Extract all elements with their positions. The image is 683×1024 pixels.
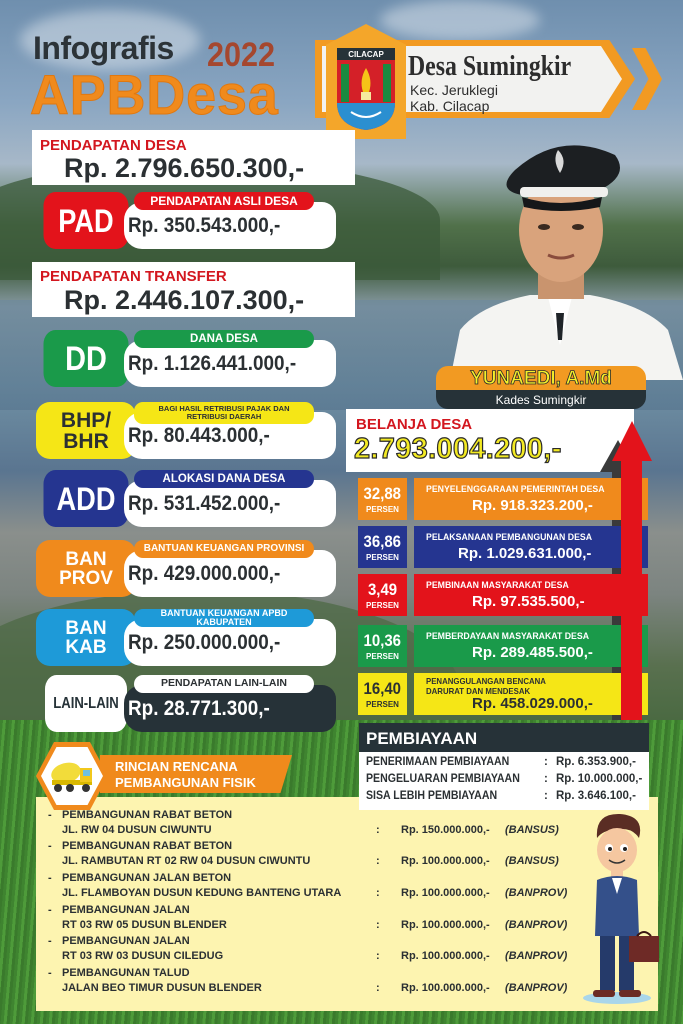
percent-unit: PERSEN (366, 504, 399, 514)
belanja-desa-amount: 2.793.004.200,- (354, 433, 562, 465)
village-kecamatan: Kec. Jeruklegi (410, 82, 498, 98)
source-amount: Rp. 28.771.300,- (128, 697, 270, 720)
belanja-item (358, 526, 648, 568)
rincian-dash: - (48, 904, 52, 916)
rincian-item-sep: : (376, 887, 380, 899)
source-badge: BAN KAB (36, 609, 136, 666)
pembiayaan-row-label: SISA LEBIH PEMBIAYAAN (366, 790, 498, 802)
rincian-item-source: (BANPROV) (505, 887, 568, 899)
source-label: ALOKASI DANA DESA (134, 470, 314, 488)
source-amount: Rp. 429.000.000,- (128, 562, 281, 585)
percent-value: 16,40 (363, 678, 402, 698)
pembiayaan-row-label: PENERIMAAN PEMBIAYAAN (366, 756, 510, 768)
cilacap-crest-icon (337, 48, 395, 130)
rincian-dash: - (48, 809, 52, 821)
belanja-item-label: PEMBINAAN MASYARAKAT DESA (426, 580, 569, 591)
pendapatan-desa-amount: Rp. 2.796.650.300,- (64, 153, 305, 183)
concrete-mixer-truck-icon (48, 758, 96, 794)
source-label: PENDAPATAN LAIN-LAIN (134, 675, 314, 693)
chevron-right-icon (632, 48, 662, 110)
businessman-illustration-icon (575, 808, 660, 1008)
title-year: 2022 (207, 36, 276, 74)
percent-value: 10,36 (363, 630, 402, 650)
belanja-item (358, 625, 648, 667)
belanja-item (358, 673, 648, 715)
rincian-item-amount: Rp. 100.000.000,- (401, 887, 490, 899)
belanja-item-amount: Rp. 97.535.500,- (472, 593, 585, 610)
belanja-item-amount: Rp. 289.485.500,- (472, 644, 593, 661)
rincian-item-name: PEMBANGUNAN JALAN (62, 904, 190, 916)
rincian-item-sep: : (376, 919, 380, 931)
rincian-item-location: RT 03 RW 05 DUSUN BLENDER (62, 919, 227, 931)
pembiayaan-title: PEMBIAYAAN (366, 729, 478, 748)
belanja-item-amount: Rp. 1.029.631.000,- (458, 545, 592, 562)
source-badge: DD (44, 330, 129, 387)
source-amount: Rp. 250.000.000,- (128, 631, 281, 654)
rincian-item-sep: : (376, 950, 380, 962)
rincian-item-amount: Rp. 100.000.000,- (401, 982, 490, 994)
rincian-title-line2: PEMBANGUNAN FISIK (115, 775, 256, 790)
source-label: BAGI HASIL RETRIBUSI PAJAK DAN RETRIBUSI DAERAH (134, 402, 314, 424)
pembiayaan-row-amount: Rp. 3.646.100,- (556, 790, 636, 802)
source-badge: BAN PROV (36, 540, 136, 597)
village-kabupaten: Kab. Cilacap (410, 98, 490, 114)
rincian-dash: - (48, 967, 52, 979)
rincian-item-source: (BANPROV) (505, 919, 568, 931)
pembiayaan-row-sep: : (544, 756, 548, 768)
belanja-item-bar (414, 625, 648, 667)
rincian-item-name: PEMBANGUNAN JALAN (62, 935, 190, 947)
source-row-banprov (36, 540, 336, 597)
pembiayaan-row-amount: Rp. 6.353.900,- (556, 756, 636, 768)
rincian-item-sep: : (376, 824, 380, 836)
percent-badge (358, 574, 407, 616)
rincian-item-sep: : (376, 982, 380, 994)
rincian-item-name: PEMBANGUNAN TALUD (62, 967, 190, 979)
rincian-item-source: (BANPROV) (505, 950, 568, 962)
source-badge: LAIN-LAIN (45, 675, 127, 732)
percent-badge (358, 673, 407, 715)
kades-name-plate (436, 366, 646, 410)
belanja-item (358, 478, 648, 520)
pembiayaan-row-sep: : (544, 790, 548, 802)
rincian-item-source: (BANSUS) (505, 824, 559, 836)
rincian-dash: - (48, 935, 52, 947)
source-label: BANTUAN KEUANGAN APBD KABUPATEN (134, 609, 314, 627)
rincian-item-amount: Rp. 100.000.000,- (401, 919, 490, 931)
percent-badge (358, 625, 407, 667)
kades-portrait (440, 115, 683, 380)
source-row-bhp (36, 402, 336, 459)
rincian-title-line1: RINCIAN RENCANA (115, 759, 238, 774)
source-badge: ADD (44, 470, 129, 527)
belanja-item-label: PELAKSANAAN PEMBANGUNAN DESA (426, 532, 593, 543)
source-row-add (36, 470, 336, 527)
pad-amount: Rp. 350.543.000,- (128, 214, 281, 237)
title-infografis: Infografis (33, 30, 174, 66)
pembiayaan-row-sep: : (544, 773, 548, 785)
belanja-item-amount: Rp. 458.029.000,- (472, 695, 593, 712)
pendapatan-desa-label: PENDAPATAN DESA (40, 137, 187, 154)
rincian-item-sep: : (376, 855, 380, 867)
belanja-item-bar (414, 478, 648, 520)
rincian-item-source: (BANSUS) (505, 855, 559, 867)
arrow-shaft (621, 455, 642, 720)
rincian-item-amount: Rp. 150.000.000,- (401, 824, 490, 836)
cloud-decoration (380, 0, 540, 40)
title-apbdesa: APBDesa (30, 63, 279, 126)
kades-title: Kades Sumingkir (436, 390, 646, 409)
source-amount: Rp. 531.452.000,- (128, 492, 281, 515)
pad-label: PENDAPATAN ASLI DESA (134, 192, 314, 210)
rincian-item-source: (BANPROV) (505, 982, 568, 994)
crest-text: CILACAP (348, 50, 384, 59)
pendapatan-transfer-label: PENDAPATAN TRANSFER (40, 268, 227, 285)
source-row-dd (36, 330, 336, 387)
percent-value: 32,88 (363, 483, 402, 503)
belanja-item (358, 574, 648, 616)
rincian-item-location: JALAN BEO TIMUR DUSUN BLENDER (62, 982, 262, 994)
pad-row (36, 192, 336, 249)
belanja-item-bar (414, 673, 648, 715)
kades-name: YUNAEDI, A.Md (436, 366, 646, 392)
pembiayaan-row-amount: Rp. 10.000.000,- (556, 773, 643, 785)
belanja-item-amount: Rp. 918.323.200,- (472, 497, 593, 514)
rincian-item-name: PEMBANGUNAN RABAT BETON (62, 840, 233, 852)
village-name: Desa Sumingkir (408, 50, 572, 82)
pembiayaan-row-label: PENGELUARAN PEMBIAYAAN (366, 773, 520, 785)
source-row-bankab (36, 609, 336, 666)
rincian-dash: - (48, 872, 52, 884)
percent-badge (358, 526, 407, 568)
rincian-item-amount: Rp. 100.000.000,- (401, 855, 490, 867)
belanja-item-bar (414, 526, 648, 568)
rincian-item-location: JL. RAMBUTAN RT 02 RW 04 DUSUN CIWUNTU (62, 855, 311, 867)
pad-badge: PAD (44, 192, 129, 249)
source-label: DANA DESA (134, 330, 314, 348)
belanja-desa-label: BELANJA DESA (356, 416, 473, 433)
source-label: BANTUAN KEUANGAN PROVINSI (134, 540, 314, 558)
percent-value: 3,49 (367, 579, 398, 599)
source-amount: Rp. 80.443.000,- (128, 424, 270, 447)
source-badge: BHP/ BHR (36, 402, 136, 459)
percent-unit: PERSEN (366, 699, 399, 709)
belanja-item-bar (414, 574, 648, 616)
rincian-item-location: JL. FLAMBOYAN DUSUN KEDUNG BANTENG UTARA (62, 887, 342, 899)
rincian-item-amount: Rp. 100.000.000,- (401, 950, 490, 962)
rincian-item-location: RT 03 RW 03 DUSUN CILEDUG (62, 950, 224, 962)
belanja-item-label: PENYELENGGARAAN PEMERINTAH DESA (426, 484, 605, 495)
percent-unit: PERSEN (366, 651, 399, 661)
belanja-item-label: PENANGGULANGAN BENCANA DARURAT DAN MENDESAK (426, 676, 546, 697)
percent-unit: PERSEN (366, 552, 399, 562)
rincian-item-location: JL. RW 04 DUSUN CIWUNTU (62, 824, 212, 836)
source-amount: Rp. 1.126.441.000,- (128, 352, 297, 375)
pendapatan-transfer-amount: Rp. 2.446.107.300,- (64, 285, 305, 315)
rincian-dash: - (48, 840, 52, 852)
rincian-item-name: PEMBANGUNAN RABAT BETON (62, 809, 233, 821)
belanja-item-label: PEMBERDAYAAN MASYARAKAT DESA (426, 631, 590, 642)
percent-badge (358, 478, 407, 520)
source-row-lainlain (36, 675, 336, 732)
percent-unit: PERSEN (366, 600, 399, 610)
percent-value: 36,86 (363, 531, 402, 551)
rincian-item-name: PEMBANGUNAN JALAN BETON (62, 872, 232, 884)
